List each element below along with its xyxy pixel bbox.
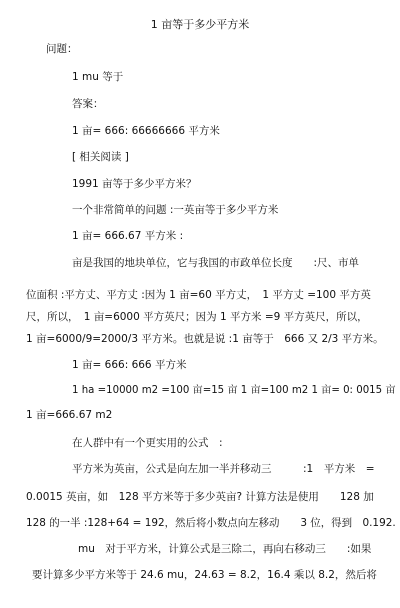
paragraph-line: 1 亩=666.67 m2 [26,409,113,421]
paragraph-line: 1 亩= 666.67 平方米 : [72,230,184,242]
paragraph-line: 0.0015 英亩，如 128 平方米等于多少英亩? 计算方法是使用 128 加 [26,491,374,503]
paragraph-line: 位面积 :平方丈、平方丈 :因为 1 亩=60 平方丈， 1 平方丈 =100 平方英 [26,289,371,301]
paragraph-line: 1 亩= 666: 666 平方米 [72,359,187,371]
paragraph-line: mu 对于平方米，计算公式是三除二，再向右移动三 :如果 [78,543,372,555]
paragraph-line: 128 的一半 :128+64 = 192，然后将小数点向左移动 3 位，得到 0.192. [26,517,396,529]
paragraph-line: 平方米为英亩，公式是向左加一半并移动三 :1 平方米 = [72,463,375,475]
paragraph-line: 要计算多少平方米等于 24.6 mu，24.63 = 8.2，16.4 乘以 8.2，然后将 [32,569,377,581]
question-text: 1 mu 等于 [72,71,124,83]
paragraph-line: 1 ha =10000 m2 =100 亩=15 亩 1 亩=100 m2 1 亩= 0: 0015 亩 [72,385,396,396]
document-title: 1 亩等于多少平方米 [150,18,250,31]
related-reading-heading: [ 相关阅读 ] [72,151,129,163]
question-heading: 问题： [46,43,78,55]
paragraph-line: 1991 亩等于多少平方米？ [72,178,197,190]
paragraph-line: 亩是我国的地块单位，它与我国的市政单位长度 :尺、市单 [72,257,360,269]
paragraph-line: 在人群中有一个更实用的公式 : [72,437,223,449]
answer-text: 1 亩= 666: 66666666 平方米 [72,125,220,137]
paragraph-line: 一个非常简单的问题 :一英亩等于多少平方米 [72,204,279,216]
paragraph-line: 尺，所以， 1 亩=6000 平方英尺；因为 1 平方米 =9 平方英尺，所以， [26,311,368,323]
paragraph-line: 1 亩=6000/9=2000/3 平方米。也就是说 :1 亩等于 666 又 2/3 平方米。 [26,333,384,345]
answer-heading: 答案： [72,98,104,110]
